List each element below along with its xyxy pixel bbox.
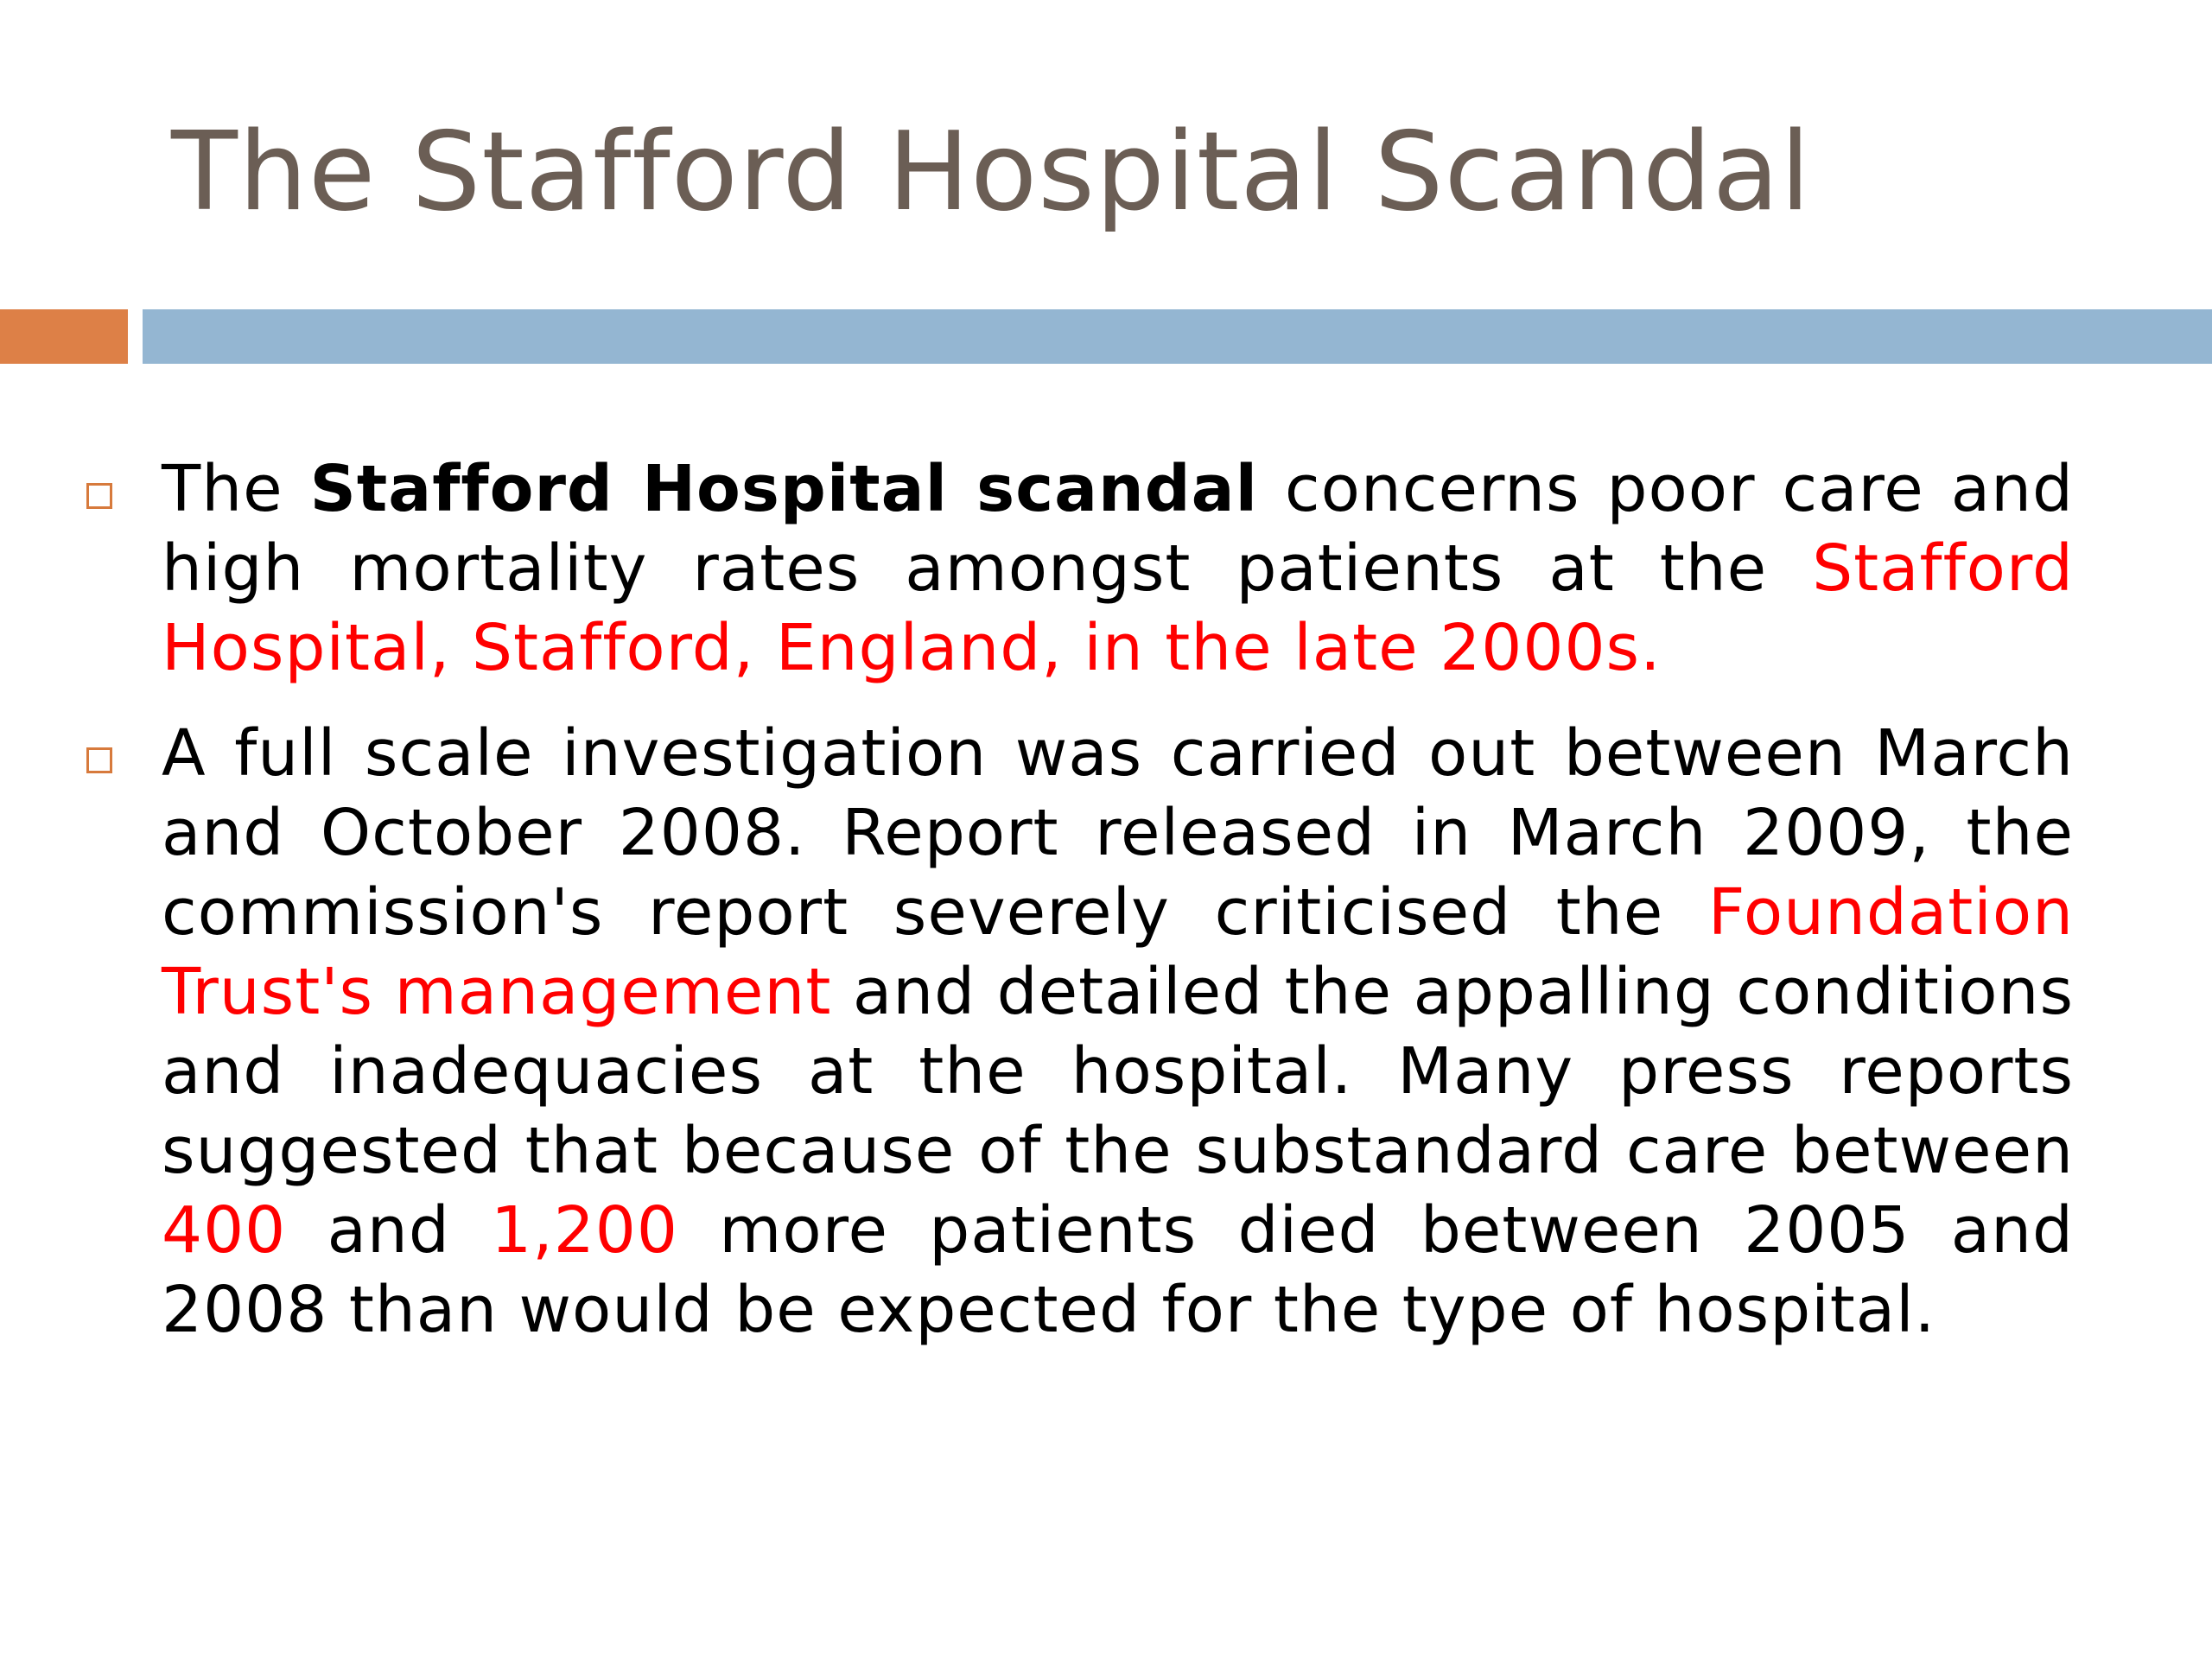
square-bullet-icon (86, 483, 112, 509)
bullet-text: and (286, 1193, 492, 1268)
bullet-list (86, 449, 2074, 1376)
square-bullet-icon (86, 747, 112, 773)
bullet-text-bold: Stafford Hospital scandal (309, 452, 1258, 526)
bullet-item (86, 449, 2074, 688)
bullet-text: and detailed the appalling conditions and inadequacies at the hospital. Many press reports suggested that because of the substandard care between (162, 955, 2075, 1188)
bullet-text: A full scale investigation was carried out between March and October 2008. Report released in March 2009, the commission's report severely criticised the (162, 716, 2074, 950)
slide-title: The Stafford Hospital Scandal (171, 108, 1812, 235)
title-underline-accent-orange (0, 309, 128, 364)
bullet-text-highlight: Foundation Trust's management (162, 875, 2074, 1029)
bullet-text: The (162, 452, 310, 526)
bullet-text: more patients died between 2005 and 2008 than would be expected for the type of hospital. (162, 1193, 2075, 1347)
bullet-text-highlight: 1,200 (491, 1193, 678, 1268)
bullet-text-highlight: Stafford Hospital, Stafford, England, in the late 2000s. (162, 531, 2074, 685)
bullet-text-highlight: 400 (162, 1193, 287, 1268)
bullet-text: concerns poor care and high mortality rates amongst patients at the (162, 452, 2075, 606)
bullet-item (86, 714, 2074, 1350)
title-underline-accent-blue (143, 309, 2212, 364)
